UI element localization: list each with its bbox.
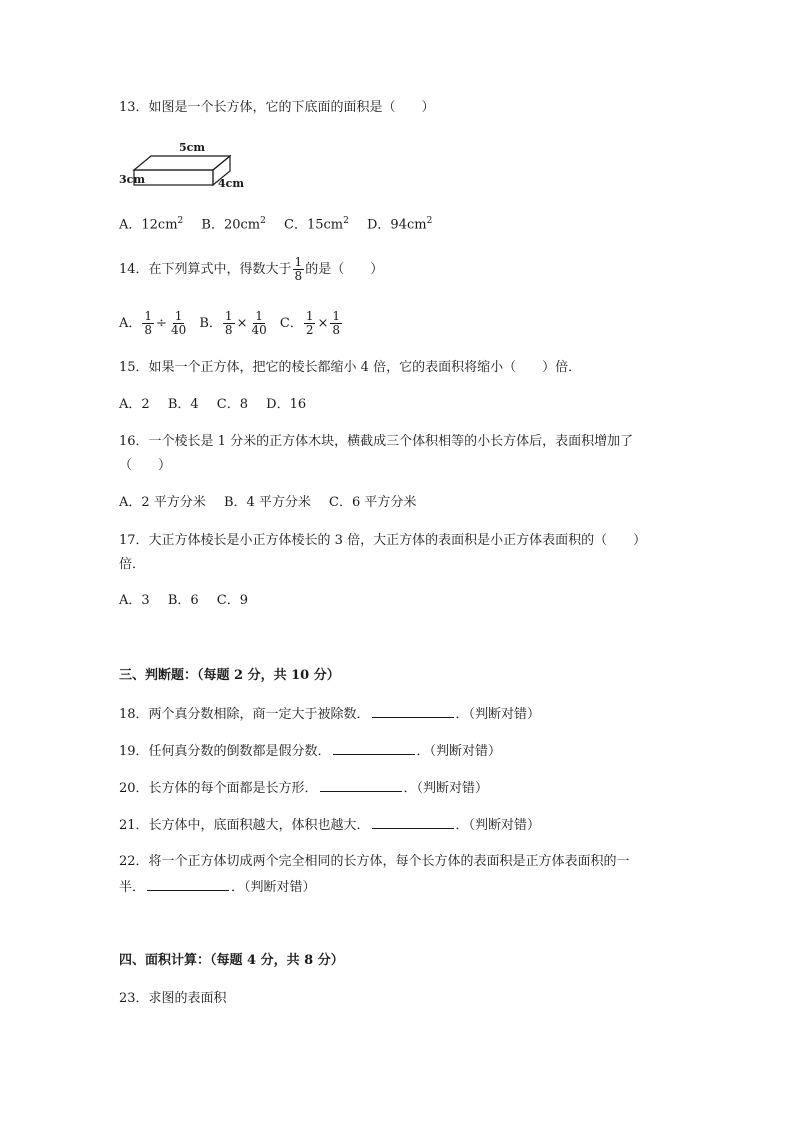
q22-line2: 半． ．（判断对错） (119, 880, 316, 895)
q13-stem: 13．如图是一个长方体，它的下底面的面积是（ ） (119, 100, 435, 115)
q13-option-d[interactable]: D．$94cm^2$ (367, 216, 433, 233)
q18-line: 18．两个真分数相除，商一定大于被除数． ．（判断对错） (119, 707, 541, 722)
q17-option-a[interactable]: A．3 (119, 593, 150, 608)
q16-option-b[interactable]: B．4 平方分米 (223, 495, 311, 510)
q16-options (119, 494, 430, 512)
q14-stem-fraction: $\frac{1}{8}$ (294, 255, 303, 283)
cuboid-width-label: 4cm (218, 177, 244, 190)
section4-heading: 四、面积计算：（每题 4 分，共 8 分） (119, 953, 344, 968)
q15-option-d[interactable]: D．16 (266, 397, 307, 412)
q21-line: 21．长方体中，底面积越大，体积也越大． ．（判断对错） (119, 818, 541, 833)
q19-line: 19．任何真分数的倒数都是假分数． ．（判断对错） (119, 744, 502, 759)
q19-answer-blank[interactable] (333, 742, 415, 755)
q17-stem-line2: 倍． (119, 557, 146, 572)
q21-answer-blank[interactable] (372, 816, 454, 829)
q20-line: 20．长方体的每个面都是长方形． ．（判断对错） (119, 781, 489, 796)
cuboid-length-label: 5cm (179, 141, 205, 154)
q15-stem: 15．如果一个正方体，把它的棱长都缩小 4 倍，它的表面积将缩小（ ）倍． (119, 360, 582, 375)
q22-line1: 22．将一个正方体切成两个完全相同的长方体，每个长方体的表面积是正方体表面积的一 (119, 854, 630, 869)
q15-options (119, 396, 320, 414)
q17-option-b[interactable]: B．6 (167, 593, 199, 608)
q16-stem-line2: （ ） (119, 458, 172, 473)
cuboid-figure (119, 140, 249, 192)
q15-option-b[interactable]: B．4 (167, 397, 199, 412)
cuboid-front-face (134, 170, 213, 185)
q23-stem: 23．求图的表面积 (119, 991, 227, 1006)
q14-options (119, 310, 357, 337)
q18-answer-blank[interactable] (372, 705, 454, 718)
q13-option-a[interactable]: A．$12cm^2$ (119, 216, 184, 233)
q20-answer-blank[interactable] (320, 779, 402, 792)
q22-answer-blank[interactable] (147, 878, 229, 891)
q17-stem-line1: 17．大正方体棱长是小正方体棱长的 3 倍，大正方体的表面积是小正方体表面积的（ ） (119, 533, 647, 548)
q13-option-b[interactable]: B．$20cm^2$ (201, 216, 266, 233)
q14-option-c[interactable]: C． $\frac{1}{2}$ × $\frac{1}{8}$ (279, 309, 341, 337)
q13-options (119, 212, 446, 234)
q17-options (119, 592, 262, 610)
q16-option-c[interactable]: C．6 平方分米 (329, 495, 417, 510)
q15-option-c[interactable]: C．8 (216, 397, 248, 412)
q17-option-c[interactable]: C．9 (216, 593, 248, 608)
cuboid-height-label: 3cm (119, 173, 145, 186)
section3-heading: 三、判断题：（每题 2 分，共 10 分） (119, 668, 340, 683)
q13-option-c[interactable]: C．$15cm^2$ (284, 216, 349, 233)
q15-option-a[interactable]: A．2 (119, 397, 150, 412)
q14-option-a[interactable]: A． $\frac{1}{8}$ ÷ $\frac{1}{40}$ (119, 309, 187, 337)
q14-option-b[interactable]: B． $\frac{1}{8}$ × $\frac{1}{40}$ (199, 309, 267, 337)
q16-option-a[interactable]: A．2 平方分米 (119, 495, 206, 510)
q16-stem-line1: 16．一个棱长是 1 分米的正方体木块，横截成三个体积相等的小长方体后，表面积增加了 (119, 434, 634, 449)
q14-stem: 14．在下列算式中，得数大于 $\frac{1}{8}$ 的是（ ） (119, 255, 384, 283)
